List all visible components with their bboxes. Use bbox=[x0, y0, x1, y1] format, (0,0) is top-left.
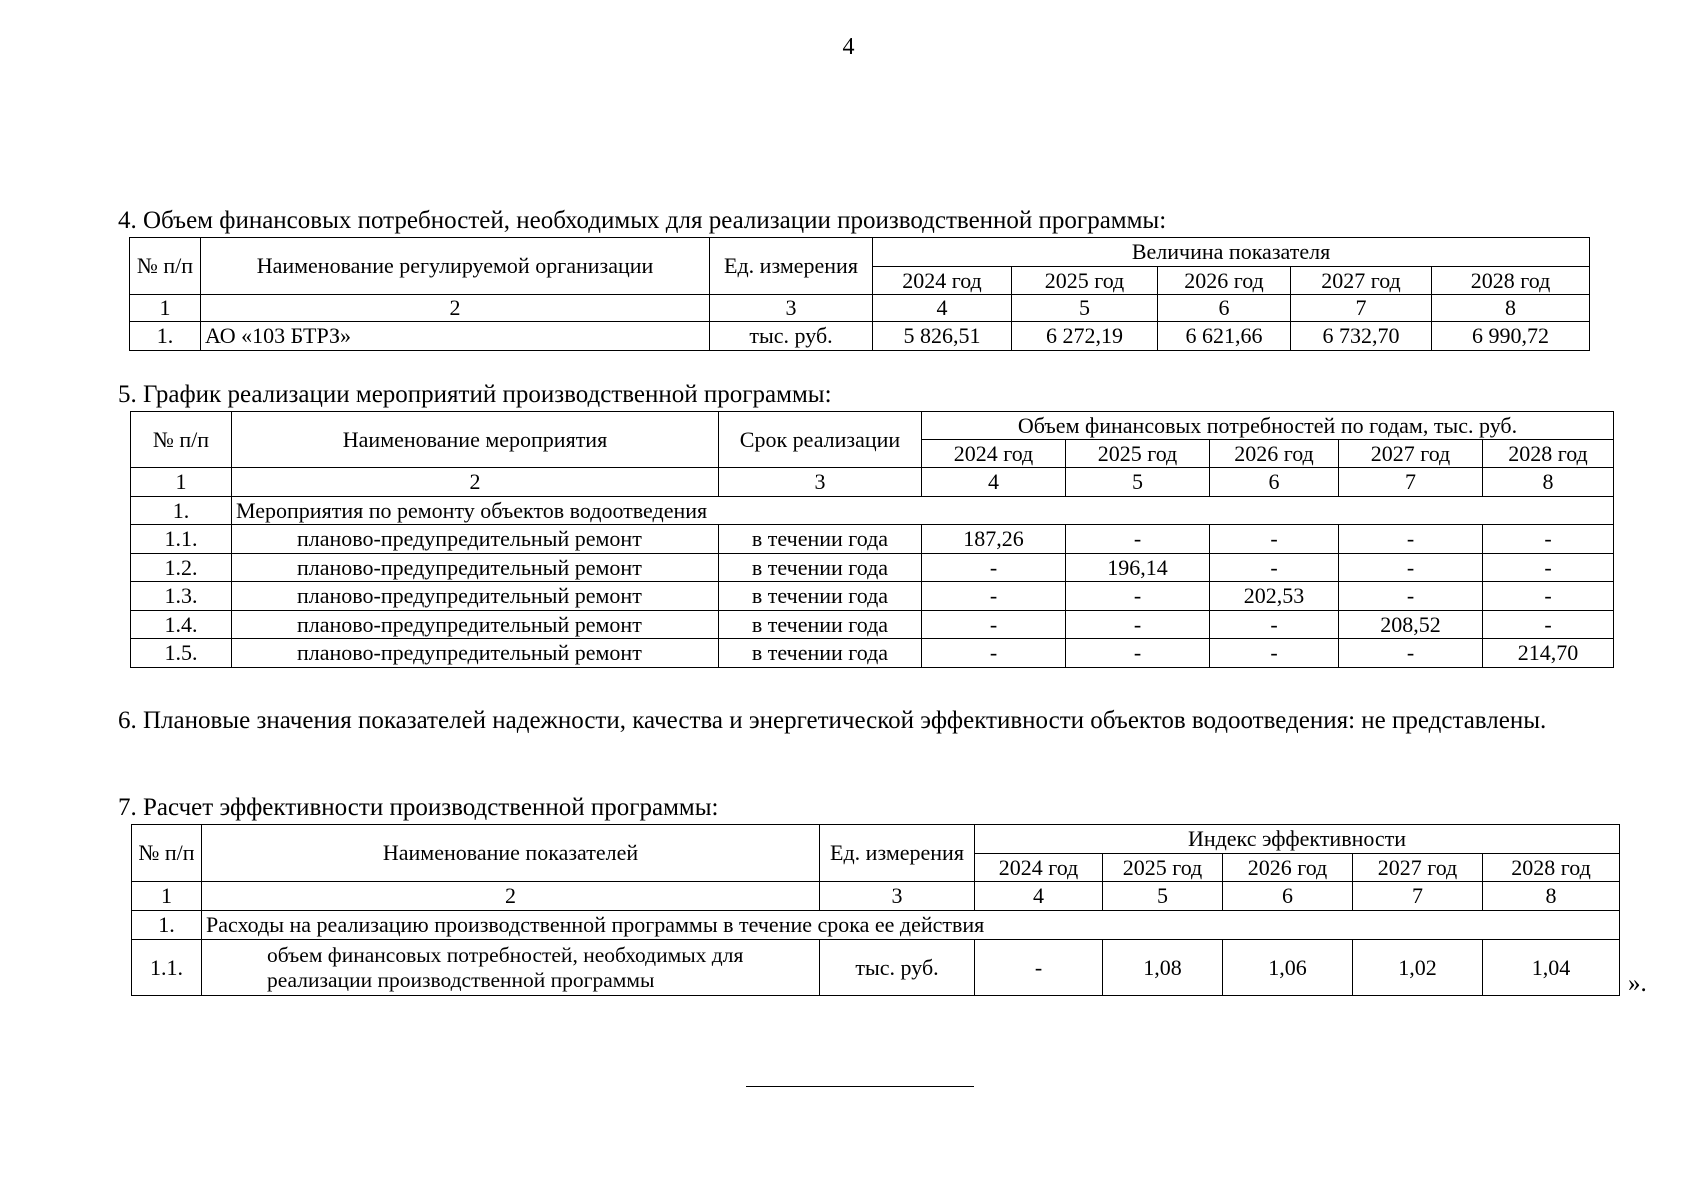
row-num: 1. bbox=[132, 911, 202, 940]
value-cell: - bbox=[1066, 582, 1210, 611]
indicator-name: объем финансовых потребностей, необходимых для реализации производственной программы bbox=[202, 940, 820, 996]
col-num-header: № п/п bbox=[132, 825, 202, 882]
column-index: 8 bbox=[1483, 468, 1614, 497]
value-cell: - bbox=[1483, 582, 1614, 611]
activity-name: планово-предупредительный ремонт bbox=[232, 639, 719, 668]
year-header: 2028 год bbox=[1483, 854, 1620, 882]
value-cell: 1,04 bbox=[1483, 940, 1620, 996]
term-cell: в течении года bbox=[719, 582, 922, 611]
row-num: 1.2. bbox=[131, 554, 232, 582]
term-cell: в течении года bbox=[719, 525, 922, 554]
group-title: Мероприятия по ремонту объектов водоотведения bbox=[232, 497, 1614, 525]
column-index: 1 bbox=[131, 468, 232, 497]
activity-name: планово-предупредительный ремонт bbox=[232, 525, 719, 554]
year-header: 2028 год bbox=[1432, 267, 1590, 295]
col-term-header: Срок реализации bbox=[719, 412, 922, 468]
row-num: 1.3. bbox=[131, 582, 232, 611]
value-cell: - bbox=[922, 639, 1066, 668]
value-group-header: Величина показателя bbox=[873, 238, 1590, 267]
year-header: 2027 год bbox=[1353, 854, 1483, 882]
section-6-text: 6. Плановые значения показателей надежности, качества и энергетической эффективности объектов водоотведения: не представлены. bbox=[118, 707, 1547, 734]
value-cell: 214,70 bbox=[1483, 639, 1614, 668]
column-index: 6 bbox=[1158, 295, 1291, 322]
year-header: 2027 год bbox=[1339, 440, 1483, 468]
table-row bbox=[131, 554, 1614, 582]
value-cell: - bbox=[922, 611, 1066, 639]
column-index: 6 bbox=[1223, 882, 1353, 911]
section-5-heading: 5. График реализации мероприятий производственной программы: bbox=[118, 381, 832, 408]
group-title: Расходы на реализацию производственной программы в течение срока ее действия bbox=[202, 911, 1620, 940]
group-row bbox=[131, 497, 1614, 525]
year-header: 2026 год bbox=[1210, 440, 1339, 468]
table-row bbox=[131, 639, 1614, 668]
year-header: 2024 год bbox=[873, 267, 1012, 295]
row-num: 1.1. bbox=[131, 525, 232, 554]
unit-cell: тыс. руб. bbox=[820, 940, 975, 996]
value-cell: - bbox=[1339, 554, 1483, 582]
col-unit-header: Ед. измерения bbox=[820, 825, 975, 882]
table-row bbox=[132, 940, 1620, 996]
year-header: 2024 год bbox=[922, 440, 1066, 468]
page-number: 4 bbox=[842, 34, 855, 60]
value-cell: - bbox=[922, 582, 1066, 611]
year-header: 2027 год bbox=[1291, 267, 1432, 295]
col-name-header: Наименование показателей bbox=[202, 825, 820, 882]
value-cell: 1,08 bbox=[1103, 940, 1223, 996]
value-cell: 208,52 bbox=[1339, 611, 1483, 639]
column-index: 3 bbox=[719, 468, 922, 497]
row-num: 1.5. bbox=[131, 639, 232, 668]
value-cell: 196,14 bbox=[1066, 554, 1210, 582]
value-cell: - bbox=[1066, 525, 1210, 554]
year-header: 2028 год bbox=[1483, 440, 1614, 468]
column-index: 7 bbox=[1353, 882, 1483, 911]
row-num: 1. bbox=[131, 497, 232, 525]
value-cell: 6 272,19 bbox=[1012, 322, 1158, 351]
col-num-header: № п/п bbox=[130, 238, 201, 295]
value-cell: - bbox=[1210, 639, 1339, 668]
section-4-heading: 4. Объем финансовых потребностей, необходимых для реализации производственной программы: bbox=[118, 207, 1167, 234]
table-row bbox=[131, 582, 1614, 611]
year-header: 2026 год bbox=[1158, 267, 1291, 295]
column-index: 5 bbox=[1103, 882, 1223, 911]
col-unit-header: Ед. измерения bbox=[710, 238, 873, 295]
column-index-row bbox=[132, 882, 1620, 911]
year-header: 2025 год bbox=[1012, 267, 1158, 295]
column-index: 3 bbox=[820, 882, 975, 911]
year-header: 2025 год bbox=[1066, 440, 1210, 468]
value-cell: - bbox=[1066, 639, 1210, 668]
col-num-header: № п/п bbox=[131, 412, 232, 468]
column-index: 6 bbox=[1210, 468, 1339, 497]
column-index: 8 bbox=[1483, 882, 1620, 911]
table-row bbox=[131, 611, 1614, 639]
column-index: 2 bbox=[201, 295, 710, 322]
activity-name: планово-предупредительный ремонт bbox=[232, 611, 719, 639]
section-7-heading: 7. Расчет эффективности производственной программы: bbox=[118, 794, 719, 821]
unit-cell: тыс. руб. bbox=[710, 322, 873, 351]
value-cell: 6 621,66 bbox=[1158, 322, 1291, 351]
column-index: 2 bbox=[232, 468, 719, 497]
column-index: 5 bbox=[1012, 295, 1158, 322]
value-cell: - bbox=[1339, 639, 1483, 668]
column-index-row bbox=[131, 468, 1614, 497]
year-header: 2025 год bbox=[1103, 854, 1223, 882]
year-header: 2024 год bbox=[975, 854, 1103, 882]
term-cell: в течении года bbox=[719, 639, 922, 668]
organization-name: АО «103 БТРЗ» bbox=[201, 322, 710, 351]
value-cell: 6 732,70 bbox=[1291, 322, 1432, 351]
footer-divider bbox=[746, 1086, 974, 1087]
value-cell: - bbox=[1210, 525, 1339, 554]
value-cell: 1,02 bbox=[1353, 940, 1483, 996]
efficiency-table bbox=[131, 824, 1620, 996]
value-cell: - bbox=[1483, 611, 1614, 639]
group-row bbox=[132, 911, 1620, 940]
term-cell: в течении года bbox=[719, 611, 922, 639]
activity-name: планово-предупредительный ремонт bbox=[232, 554, 719, 582]
column-index-row bbox=[130, 295, 1590, 322]
table-row bbox=[131, 525, 1614, 554]
value-cell: - bbox=[1066, 611, 1210, 639]
col-name-header: Наименование мероприятия bbox=[232, 412, 719, 468]
column-index: 1 bbox=[132, 882, 202, 911]
schedule-table bbox=[130, 411, 1614, 668]
header-row bbox=[132, 825, 1620, 854]
value-group-header: Индекс эффективности bbox=[975, 825, 1620, 854]
term-cell: в течении года bbox=[719, 554, 922, 582]
activity-name: планово-предупредительный ремонт bbox=[232, 582, 719, 611]
value-cell: - bbox=[1483, 554, 1614, 582]
value-cell: 1,06 bbox=[1223, 940, 1353, 996]
row-num: 1.1. bbox=[132, 940, 202, 996]
value-cell: - bbox=[975, 940, 1103, 996]
table-row bbox=[130, 322, 1590, 351]
header-row bbox=[131, 412, 1614, 440]
header-row bbox=[130, 238, 1590, 267]
column-index: 2 bbox=[202, 882, 820, 911]
value-cell: 202,53 bbox=[1210, 582, 1339, 611]
row-num: 1. bbox=[130, 322, 201, 351]
closing-quote: ». bbox=[1628, 970, 1647, 997]
value-cell: - bbox=[1210, 554, 1339, 582]
column-index: 7 bbox=[1291, 295, 1432, 322]
value-cell: - bbox=[1339, 582, 1483, 611]
value-cell: 5 826,51 bbox=[873, 322, 1012, 351]
column-index: 8 bbox=[1432, 295, 1590, 322]
value-cell: 187,26 bbox=[922, 525, 1066, 554]
value-group-header: Объем финансовых потребностей по годам, тыс. руб. bbox=[922, 412, 1614, 440]
row-num: 1.4. bbox=[131, 611, 232, 639]
year-header: 2026 год bbox=[1223, 854, 1353, 882]
column-index: 1 bbox=[130, 295, 201, 322]
column-index: 3 bbox=[710, 295, 873, 322]
column-index: 4 bbox=[873, 295, 1012, 322]
value-cell: 6 990,72 bbox=[1432, 322, 1590, 351]
column-index: 4 bbox=[922, 468, 1066, 497]
financial-needs-table bbox=[129, 237, 1590, 351]
value-cell: - bbox=[1210, 611, 1339, 639]
col-name-header: Наименование регулируемой организации bbox=[201, 238, 710, 295]
value-cell: - bbox=[1339, 525, 1483, 554]
value-cell: - bbox=[1483, 525, 1614, 554]
value-cell: - bbox=[922, 554, 1066, 582]
column-index: 5 bbox=[1066, 468, 1210, 497]
column-index: 4 bbox=[975, 882, 1103, 911]
column-index: 7 bbox=[1339, 468, 1483, 497]
